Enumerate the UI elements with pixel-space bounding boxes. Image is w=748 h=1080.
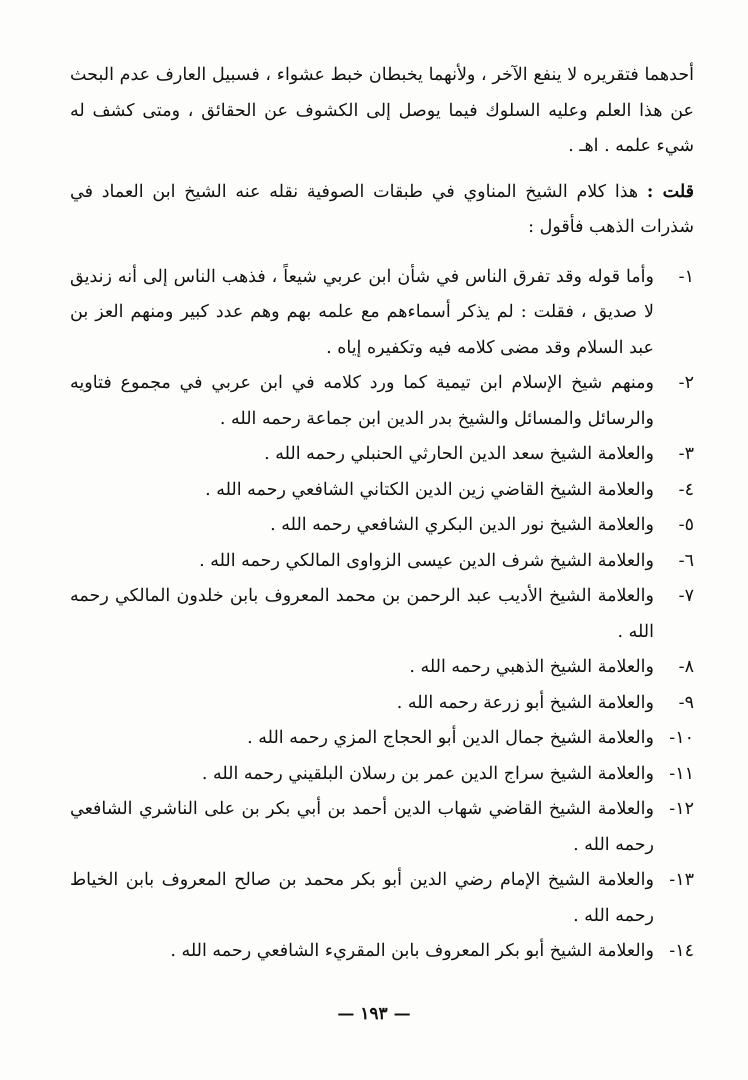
list-item bbox=[70, 508, 694, 544]
item-number: ٩- bbox=[678, 692, 694, 713]
list-item bbox=[70, 721, 694, 757]
item-number: ١٠- bbox=[669, 728, 694, 748]
item-text: والعلامة الشيخ سعد الدين الحارثي الحنبلي رحمه الله . bbox=[264, 444, 654, 464]
list-item bbox=[70, 260, 694, 367]
item-text: وأما قوله وقد تفرق الناس في شأن ابن عربي شيعاً ، فذهب الناس إلى أنه زنديق لا صديق ، فقلت : لم يذكر أسماءهم مع علمه بهم وهم عدد كبير ومنهم العز بن عبد السلام وقد مضى كلامه فيه وتكفيره إياه . bbox=[70, 266, 654, 358]
qultu-lead: قلت : bbox=[646, 181, 694, 202]
item-text: والعلامة الشيخ سراج الدين عمر بن رسلان البلقيني رحمه الله . bbox=[201, 763, 654, 784]
item-number: ١- bbox=[678, 266, 694, 287]
item-text: والعلامة الشيخ أبو بكر المعروف بابن المقريء الشافعي رحمه الله . bbox=[170, 941, 654, 961]
list-item bbox=[70, 650, 694, 686]
list-item bbox=[70, 863, 694, 934]
list-item bbox=[70, 934, 694, 970]
list-item bbox=[70, 757, 694, 793]
list-item bbox=[70, 792, 694, 863]
item-text: ومنهم شيخ الإسلام ابن تيمية كما ورد كلامه في ابن عربي في مجموع فتاويه والرسائل والمسائل والشيخ بدر الدين ابن جماعة رحمه الله . bbox=[70, 373, 654, 429]
qultu-text: هذا كلام الشيخ المناوي في طبقات الصوفية نقله عنه الشيخ ابن العماد في شذرات الذهب فأقول : bbox=[70, 181, 694, 237]
paragraph-intro: أحدهما فتقريره لا ينفع الآخر ، ولأنهما يخبطان خبط عشواء ، فسبيل العارف عدم البحث عن هذا العلم وعليه السلوك فيما يوصل إلى الكشوف عن الحقائق ، ومتى كشف له شيء علمه . اهـ . bbox=[70, 65, 694, 156]
item-number: ٣- bbox=[678, 444, 694, 464]
list-item bbox=[70, 437, 694, 473]
item-number: ١١- bbox=[669, 763, 694, 784]
page-number: — ١٩٣ — bbox=[337, 1004, 411, 1024]
item-number: ٨- bbox=[678, 657, 694, 677]
paragraph-qultu bbox=[70, 175, 694, 246]
item-text: والعلامة الشيخ الذهبي رحمه الله . bbox=[409, 657, 654, 677]
list-item bbox=[70, 579, 694, 650]
item-text: والعلامة الشيخ جمال الدين أبو الحجاج المزي رحمه الله . bbox=[247, 728, 654, 748]
item-number: ٥- bbox=[678, 515, 694, 535]
item-text: والعلامة الشيخ أبو زرعة رحمه الله . bbox=[396, 692, 654, 713]
item-text: والعلامة الشيخ القاضي زين الدين الكتاني الشافعي رحمه الله . bbox=[205, 479, 654, 500]
item-text: والعلامة الشيخ الأديب عبد الرحمن بن محمد المعروف بابن خلدون المالكي رحمه الله . bbox=[70, 586, 654, 642]
item-number: ٦- bbox=[678, 550, 694, 571]
item-number: ١٢- bbox=[669, 799, 694, 819]
item-number: ٤- bbox=[678, 479, 694, 500]
item-number: ١٣- bbox=[669, 870, 694, 890]
list-item bbox=[70, 686, 694, 722]
scholars-list bbox=[70, 260, 694, 970]
item-text: والعلامة الشيخ الإمام رضي الدين أبو بكر محمد بن صالح المعروف بابن الخياط رحمه الله . bbox=[70, 870, 654, 926]
item-number: ٧- bbox=[678, 586, 694, 606]
list-item bbox=[70, 366, 694, 437]
list-item bbox=[70, 473, 694, 509]
item-text: والعلامة الشيخ شرف الدين عيسى الزواوى المالكي رحمه الله . bbox=[199, 550, 654, 571]
item-text: والعلامة الشيخ القاضي شهاب الدين أحمد بن أبي بكر بن على الناشري الشافعي رحمه الله . bbox=[70, 799, 654, 855]
list-item bbox=[70, 544, 694, 580]
item-number: ٢- bbox=[678, 373, 694, 393]
item-text: والعلامة الشيخ نور الدين البكري الشافعي رحمه الله . bbox=[270, 515, 654, 535]
item-number: ١٤- bbox=[669, 941, 694, 961]
